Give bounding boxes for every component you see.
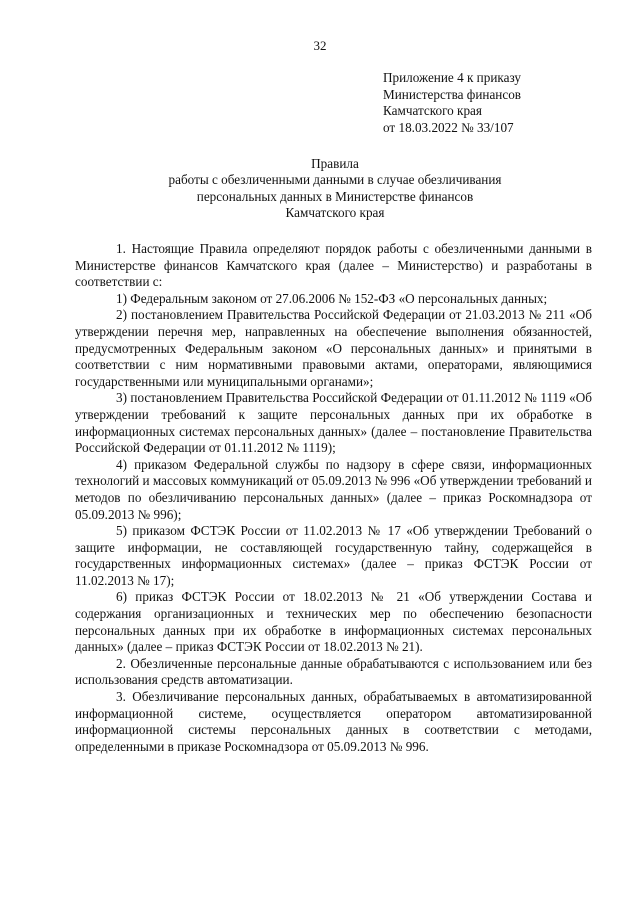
- paragraph-3: 3. Обезличивание персональных данных, обрабатываемых в автоматизированной информационной системе, осуществляется оператором автоматизированной информационной системы персональных данных в соответствии с методами, определенными в приказе Роскомнадзора от 05.09.2013 № 996.: [75, 689, 592, 754]
- list-item-3: 3) постановлением Правительства Российской Федерации от 01.11.2012 № 1119 «Об утверждении требований к защите персональных данных при их обработке в информационных системах персональных данных» (далее – постановление Правительства Российской Федерации от 01.11.2012 № 1119);: [75, 390, 592, 456]
- paragraph-2: 2. Обезличенные персональные данные обрабатываются с использованием или без использования средств автоматизации.: [75, 655, 592, 688]
- document-title: [70, 156, 600, 222]
- list-item-4: 4) приказом Федеральной службы по надзору в сфере связи, информационных технологий и массовых коммуникаций от 05.09.2013 № 996 «Об утверждении требований и методов по обезличиванию персональных данных» (далее – приказ Роскомнадзора от 05.09.2013 № 996);: [75, 456, 592, 522]
- list-item-1: 1) Федеральным законом от 27.06.2006 № 152-ФЗ «О персональных данных;: [116, 290, 548, 306]
- appendix-line: Камчатского края: [383, 103, 482, 118]
- paragraph-1: 1. Настоящие Правила определяют порядок работы с обезличенными данными в Министерстве финансов Камчатского края (далее – Министерство) и разработаны в соответствии с:: [75, 241, 592, 290]
- appendix-date-line: от 18.03.2022 № 33/107: [383, 119, 514, 135]
- list-item-5: 5) приказом ФСТЭК России от 11.02.2013 № 17 «Об утверждении Требований о защите информации, не составляющей государственную тайну, содержащейся в государственных информационных системах» (далее – приказ ФСТЭК России от 11.02.2013 № 17);: [75, 523, 592, 588]
- document-body: [75, 241, 592, 755]
- page-number: 32: [313, 38, 327, 53]
- appendix-line: Приложение 4 к приказу: [383, 70, 521, 85]
- title-line: персональных данных в Министерстве финансов: [196, 188, 474, 204]
- list-item-2: 2) постановлением Правительства Российской Федерации от 21.03.2013 № 211 «Об утверждении перечня мер, направленных на обеспечение выполнения обязанностей, предусмотренных Федеральным законом «О персональных данных» и принятыми в соответствии с ним нормативными правовыми актами, операторами, являющимися государственными или муниципальными органами»;: [75, 307, 592, 389]
- title-line: Правила: [311, 156, 359, 171]
- title-line: работы с обезличенными данными в случае обезличивания: [168, 172, 502, 188]
- appendix-line: Министерства финансов: [383, 86, 522, 102]
- appendix-block: [383, 70, 623, 136]
- title-line: Камчатского края: [285, 205, 385, 221]
- list-item-6: 6) приказ ФСТЭК России от 18.02.2013 № 21 «Об утверждении Состава и содержания организационных и технических мер по обеспечению безопасности персональных данных при их обработке в информационных системах персональных данных» (далее – приказ ФСТЭК России от 18.02.2013 № 21).: [75, 589, 592, 655]
